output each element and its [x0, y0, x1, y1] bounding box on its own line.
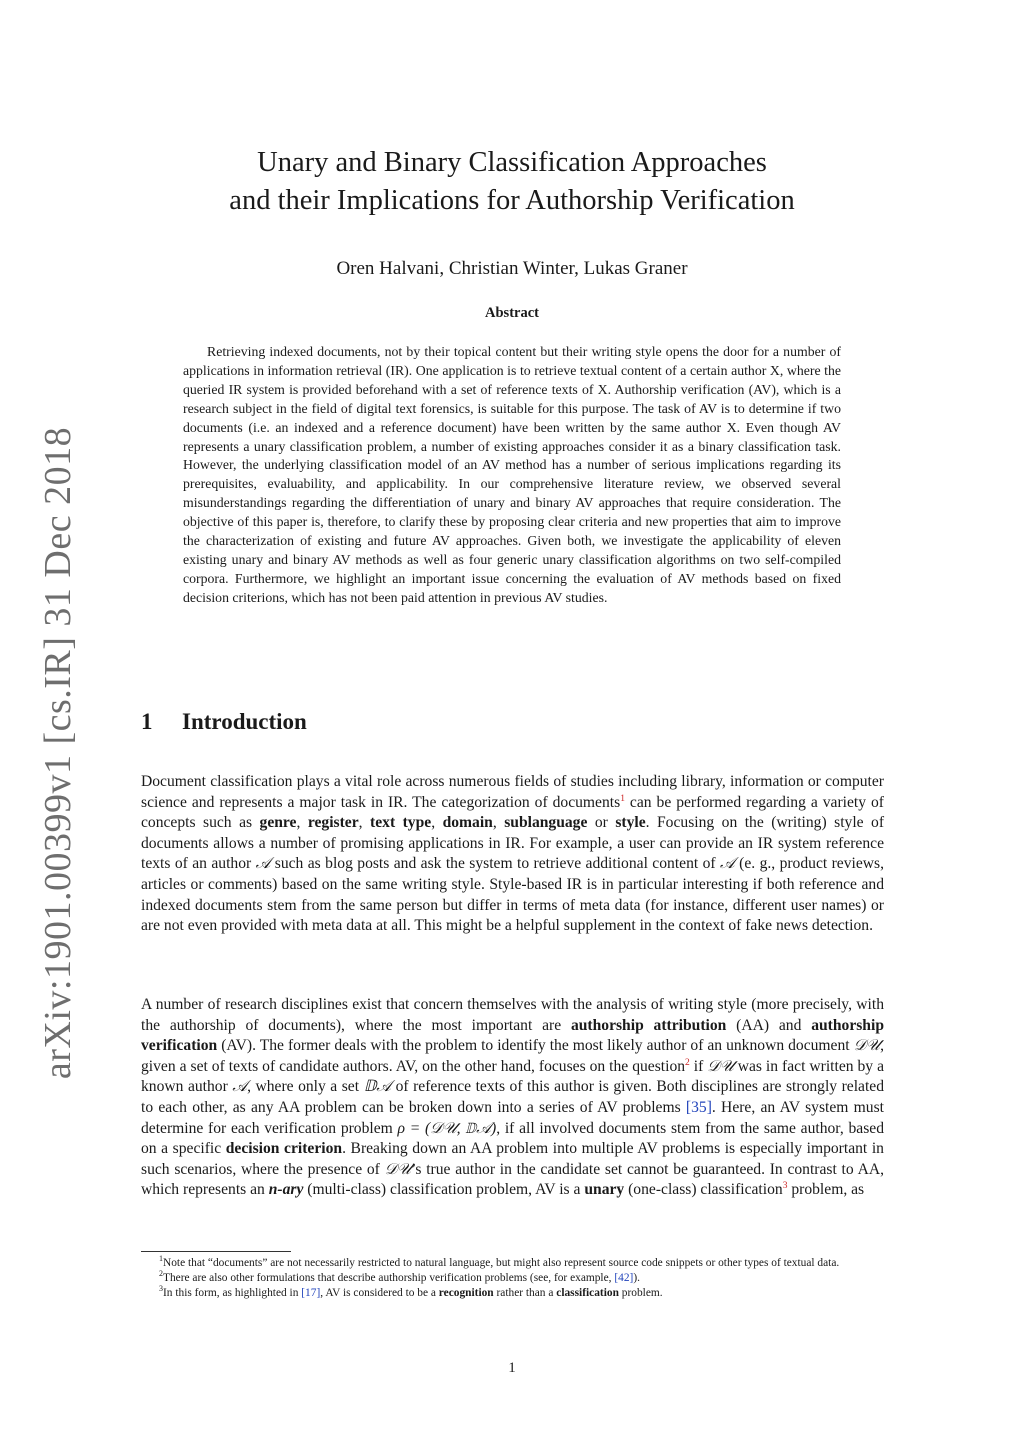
term-authorship-attribution: authorship attribution — [570, 1016, 727, 1034]
paper-title-line-1: Unary and Binary Classification Approaches — [257, 147, 767, 178]
author-list: Oren Halvani, Christian Winter, Lukas Graner — [336, 258, 688, 279]
footnote-number: 1 — [159, 1254, 163, 1263]
intro-paragraph-2 — [141, 995, 884, 1201]
section-heading-introduction — [141, 709, 307, 735]
citation-link-35[interactable]: [35] — [685, 1098, 712, 1116]
section-title: Introduction — [182, 709, 307, 734]
text-run: or — [587, 814, 616, 832]
text-run: , given a set of texts of candidate authors. AV, on the other hand, focuses on the question — [141, 1037, 884, 1075]
text-run: , — [431, 814, 443, 832]
text-run: ’s true author in the candidate set cannot be guaranteed. In contrast to AA, which represents an — [141, 1160, 884, 1199]
text-run: (e. g., product reviews, articles or comments) based on the same writing style. Style-based IR is in particular interesting if both reference and indexed documents stem from the same person but differ in terms of meta data (for instance, different user names) or are not even provided with meta data at all. This might be a helpful supplement in the context of fake news detection. — [141, 855, 884, 935]
footnote-marker-2[interactable]: 2 — [685, 1057, 690, 1068]
text-run: , — [358, 814, 371, 832]
footnotes — [141, 1256, 884, 1302]
term-classification: classification — [556, 1287, 619, 1300]
term-recognition: recognition — [438, 1287, 494, 1300]
text-run: of reference texts of this author is given. Both disciplines are strongly related to each other, as any AA problem can be broken down into a series of AV problems — [141, 1078, 885, 1116]
text-run: . Breaking down an AA problem into multiple AV problems is especially important in such scenarios, where the presence of — [141, 1140, 884, 1178]
term-sublanguage: sublanguage — [504, 814, 588, 832]
term-register: register — [307, 814, 359, 832]
section-number: 1 — [141, 709, 153, 734]
text-run: A number of research disciplines exist that concern themselves with the analysis of writing style (more precisely, with the authorship of documents), where the most important are — [141, 996, 884, 1034]
text-run: such as blog posts and ask the system to retrieve additional content of — [270, 855, 720, 873]
term-style: style — [615, 814, 646, 832]
citation-link-42[interactable]: [42] — [614, 1272, 634, 1285]
text-run: (one-class) classification — [624, 1181, 783, 1199]
intro-paragraph-1 — [141, 772, 884, 937]
footnote-3 — [141, 1286, 884, 1301]
text-run: , — [296, 814, 308, 832]
footnote-marker-1[interactable]: 1 — [620, 793, 625, 804]
text-run: , where only a set — [247, 1078, 364, 1096]
footnote-number: 2 — [159, 1269, 163, 1279]
footnote-text: rather than a — [493, 1287, 557, 1300]
term-unary: unary — [584, 1181, 625, 1199]
footnote-2 — [141, 1271, 884, 1286]
text-run: (AA) and — [726, 1016, 812, 1034]
math-verification-problem: ρ = (𝒟𝒰, 𝔻𝒜) — [397, 1119, 497, 1137]
text-run: was in fact written by a known author — [141, 1057, 884, 1096]
text-run: Document classification plays a vital role across numerous fields of studies including library, information or computer science and represents a major task in IR. The categorization of documents — [141, 773, 884, 811]
footnote-text: , AV is considered to be a — [320, 1287, 439, 1300]
math-symbol-unknown-document: 𝒟𝒰 — [853, 1037, 881, 1055]
abstract-text: Retrieving indexed documents, not by their topical content but their writing style opens the door for a number of applications in information retrieval (IR). One application is to retrieve textual content of a certain author X, where the queried IR system is provided beforehand with a set of reference texts of X. Authorship verification (AV), which is a research subject in the field of digital text forensics, is suitable for this purpose. The task of AV is to determine if two documents (i.e. an indexed and a reference document) have been written by the same author X. Even though AV represents a unary classification problem, a number of existing approaches consider it as a binary classification task. However, the underlying classification model of an AV method has a number of serious implications regarding its prerequisites, evaluability, and applicability. In our comprehensive literature review, we observed several misunderstandings regarding the differentiation of unary and binary AV approaches that require consideration. The objective of this paper is, therefore, to clarify these by proposing clear criteria and new properties that aim to improve the characterization of existing and future AV approaches. Given both, we investigate the applicability of eleven existing unary and binary AV methods as well as four generic unary classification algorithms on two self-compiled corpora. Furthermore, we highlight an important issue concerning the evaluation of AV methods based on fixed decision criterions, which has not been paid attention in previous AV studies. — [183, 344, 841, 605]
page-number: 1 — [508, 1360, 516, 1376]
citation-link-17[interactable]: [17] — [301, 1287, 321, 1300]
math-symbol-author: 𝒜 — [232, 1078, 248, 1096]
math-symbol-reference-set: 𝔻𝒜 — [363, 1078, 392, 1096]
paper-title — [140, 144, 884, 220]
term-authorship-verification: authorship verification — [141, 1016, 884, 1055]
math-symbol-author: 𝒜 — [255, 855, 271, 873]
term-text-type: text type — [370, 814, 432, 832]
text-run: (multi-class) classification problem, AV is a — [303, 1181, 585, 1199]
footnote-marker-3[interactable]: 3 — [782, 1181, 788, 1192]
text-run: . Here, an AV system must determine for each verification problem — [141, 1098, 884, 1137]
footnote-text: problem. — [618, 1287, 663, 1300]
footnote-text: ). — [633, 1272, 640, 1285]
text-run: can be performed regarding a variety of concepts such as — [141, 793, 885, 832]
text-run: , if all involved documents stem from the same author, based on a specific — [141, 1119, 884, 1158]
arxiv-identifier-stamp: arXiv:1901.00399v1 [cs.IR] 31 Dec 2018 — [37, 426, 79, 1080]
term-domain: domain — [442, 814, 493, 832]
math-symbol-unknown-document: 𝒟𝒰 — [384, 1160, 412, 1178]
footnote-text: Note that “documents” are not necessarily restricted to natural language, but might also represent source code snippets or other types of textual data. — [163, 1257, 840, 1269]
term-genre: genre — [259, 814, 297, 832]
text-run: (AV). The former deals with the problem to identify the most likely author of an unknown document — [217, 1037, 854, 1055]
footnote-divider — [141, 1251, 291, 1252]
math-symbol-author: 𝒜 — [720, 855, 735, 873]
footnote-text: In this form, as highlighted in — [163, 1287, 302, 1300]
footnote-number: 3 — [159, 1284, 163, 1294]
text-run: if — [689, 1057, 708, 1075]
term-n-ary: n-ary — [268, 1181, 304, 1199]
text-run: . Focusing on the (writing) style of documents allows a number of promising applications in IR. For example, a user can provide an IR system reference texts of an author — [141, 814, 885, 873]
term-decision-criterion: decision criterion — [225, 1140, 343, 1158]
footnote-1 — [141, 1256, 884, 1271]
paper-title-line-2: and their Implications for Authorship Verification — [229, 185, 795, 216]
abstract-heading: Abstract — [485, 305, 539, 321]
text-run: , — [492, 814, 505, 832]
footnote-text: There are also other formulations that describe authorship verification problems (see, for example, — [163, 1272, 615, 1285]
math-symbol-unknown-document: 𝒟𝒰 — [707, 1057, 734, 1075]
text-run: problem, as — [787, 1181, 865, 1199]
